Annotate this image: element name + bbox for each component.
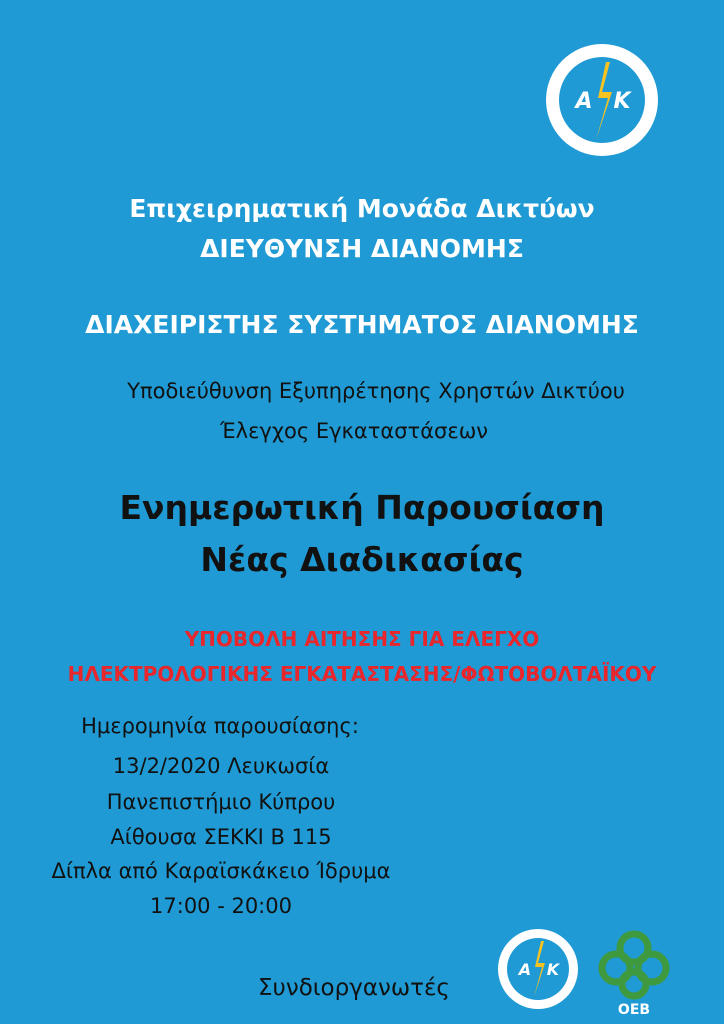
coorganizers-label: Συνδιοργανωτές xyxy=(258,975,450,1001)
lightning-bolt-icon xyxy=(498,929,578,1009)
svg-text:OEB: OEB xyxy=(617,1002,651,1018)
svg-text:A: A xyxy=(518,960,532,979)
subject-line1: ΥΠΟΒΟΛΗ ΑΙΤΗΣΗΣ ΓΙΑ ΕΛΕΓΧΟ xyxy=(184,627,540,651)
svg-text:A: A xyxy=(575,89,593,114)
oeb-logo xyxy=(592,926,676,1018)
operator-heading: ΔΙΑΧΕΙΡΙΣΤΗΣ ΣΥΣΤΗΜΑΤΟΣ ΔΙΑΝΟΜΗΣ xyxy=(85,310,639,339)
oeb-emblem-icon xyxy=(592,926,676,1018)
landmark: Δίπλα από Καραϊσκάκειο Ίδρυμα xyxy=(51,859,391,883)
date-city: 13/2/2020 Λευκωσία xyxy=(112,754,330,778)
directorate-heading: ΔΙΕΥΘΥΝΣΗ ΔΙΑΝΟΜΗΣ xyxy=(200,234,524,263)
presentation-title-line1: Ενημερωτική Παρουσίαση xyxy=(119,488,605,527)
ahk-logo-top xyxy=(546,44,658,156)
section-text: Έλεγχος Εγκαταστάσεων xyxy=(219,419,489,443)
presentation-title-line2: Νέας Διαδικασίας xyxy=(200,540,524,579)
svg-text:K: K xyxy=(546,960,560,979)
business-unit-heading: Επιχειρηματική Μονάδα Δικτύων xyxy=(129,194,595,223)
subdirectorate-text: Υποδιεύθυνση Εξυπηρέτησης Χρηστών Δικτύου xyxy=(127,379,625,403)
room: Αίθουσα ΣΕΚΚΙ Β 115 xyxy=(110,825,332,849)
venue: Πανεπιστήμιο Κύπρου xyxy=(106,790,336,814)
date-label: Ημερομηνία παρουσίασης: xyxy=(81,714,359,738)
svg-text:K: K xyxy=(613,89,631,114)
ahk-logo-footer xyxy=(498,929,578,1009)
subject-line2: ΗΛΕΚΤΡΟΛΟΓΙΚΗΣ ΕΓΚΑΤΑΣΤΑΣΗΣ/ΦΩΤΟΒΟΛΤΑΪΚΟΥ xyxy=(67,662,657,686)
time: 17:00 - 20:00 xyxy=(150,894,292,918)
lightning-bolt-icon xyxy=(546,44,658,156)
